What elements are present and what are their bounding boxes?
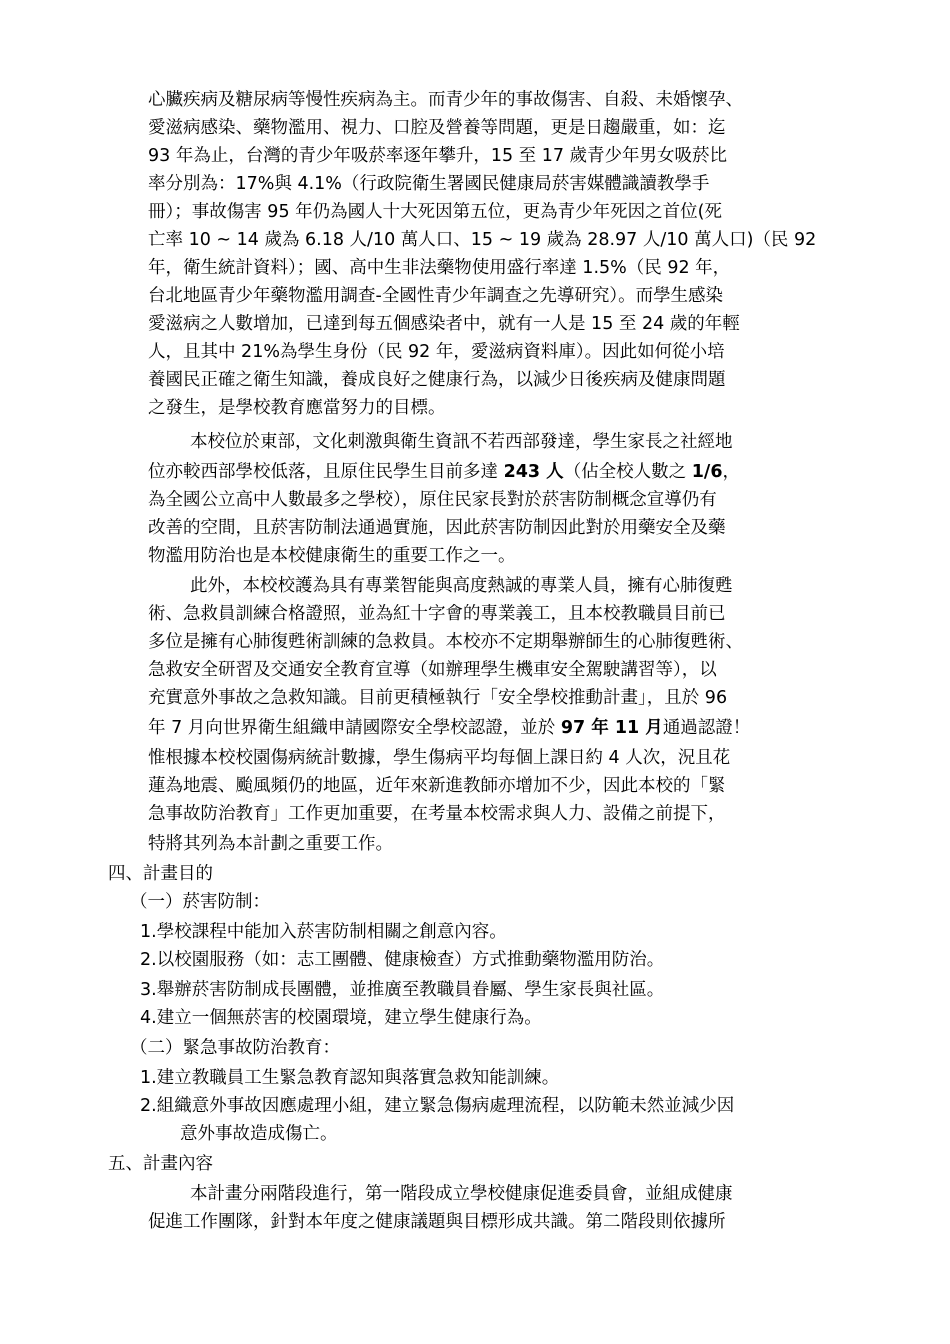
section-heading: 五、計畫內容 — [108, 1154, 213, 1174]
body-line: 心臟疾病及糖尿病等慢性疾病為主。而青少年的事故傷害、自殺、未婚懷孕、 — [148, 90, 743, 110]
body-line: 本校位於東部，文化刺激與衛生資訊不若西部發達，學生家長之社經地 — [190, 432, 733, 452]
body-line: 率分別為：17%與 4.1%（行政院衛生署國民健康局菸害媒體識讀教學手 — [148, 174, 710, 194]
body-line — [148, 458, 740, 486]
subsection-heading: （二）緊急事故防治教育： — [130, 1038, 340, 1058]
body-line: 愛滋病之人數增加，已達到每五個感染者中，就有一人是 15 至 24 歲的年輕 — [148, 314, 740, 334]
list-item: 意外事故造成傷亡。 — [180, 1124, 338, 1144]
body-text: 位亦較西部學校低落，且原住民學生目前多達 — [148, 462, 504, 482]
body-line: 惟根據本校校園傷病統計數據，學生傷病平均每個上課日約 4 人次，況且花 — [148, 748, 731, 768]
body-line: 台北地區青少年藥物濫用調查-全國性青少年調查之先導研究）。而學生感染 — [148, 286, 724, 306]
body-line: 改善的空間，且菸害防制法通過實施，因此菸害防制因此對於用藥安全及藥 — [148, 518, 726, 538]
body-line: 促進工作團隊，針對本年度之健康議題與目標形成共識。第二階段則依據所 — [148, 1212, 726, 1232]
body-text: （佔全校人數之 — [563, 462, 692, 482]
body-line: 養國民正確之衛生知識，養成良好之健康行為，以減少日後疾病及健康問題 — [148, 370, 726, 390]
body-line: 冊）；事故傷害 95 年仍為國人十大死因第五位，更為青少年死因之首位(死 — [148, 202, 722, 222]
body-line: 本計畫分兩階段進行，第一階段成立學校健康促進委員會，並組成健康 — [190, 1184, 733, 1204]
body-line: 急救安全研習及交通安全教育宣導（如辦理學生機車安全駕駛講習等），以 — [148, 660, 717, 680]
bold-fraction: 1/6 — [691, 462, 723, 482]
body-text: 通過認證！ — [662, 718, 751, 738]
list-item: 4.建立一個無菸害的校園環境，建立學生健康行為。 — [140, 1008, 542, 1028]
body-line: 物濫用防治也是本校健康衛生的重要工作之一。 — [148, 546, 516, 566]
list-item: 3.舉辦菸害防制成長團體，並推廣至教職員眷屬、學生家長與社區。 — [140, 980, 665, 1000]
list-item: 2.以校園服務（如：志工團體、健康檢查）方式推動藥物濫用防治。 — [140, 950, 665, 970]
bold-date: 97 年 11 月 — [560, 718, 663, 738]
list-item: 1.建立教職員工生緊急教育認知與落實急救知能訓練。 — [140, 1068, 560, 1088]
body-text: 年 7 月向世界衛生組織申請國際安全學校認證，並於 — [148, 718, 561, 738]
body-line: 多位是擁有心肺復甦術訓練的急救員。本校亦不定期舉辦師生的心肺復甦術、 — [148, 632, 743, 652]
subsection-heading: （一）菸害防制： — [130, 892, 270, 912]
body-text: ， — [722, 462, 740, 482]
body-line: 特將其列為本計劃之重要工作。 — [148, 834, 393, 854]
body-line: 此外，本校校護為具有專業智能與高度熱誠的專業人員，擁有心肺復甦 — [190, 576, 733, 596]
body-line: 年，衛生統計資料）；國、高中生非法藥物使用盛行率達 1.5%（民 92 年， — [148, 258, 731, 278]
bold-count: 243 人 — [503, 462, 564, 482]
section-heading: 四、計畫目的 — [108, 864, 213, 884]
list-item: 1.學校課程中能加入菸害防制相關之創意內容。 — [140, 922, 507, 942]
body-line: 人，且其中 21%為學生身份（民 92 年，愛滋病資料庫）。因此如何從小培 — [148, 342, 725, 362]
body-line — [148, 714, 750, 742]
body-line: 之發生，是學校教育應當努力的目標。 — [148, 398, 446, 418]
body-line: 術、急救員訓練合格證照，並為紅十字會的專業義工，且本校教職員目前已 — [148, 604, 726, 624]
body-line: 急事故防治教育」工作更加重要，在考量本校需求與人力、設備之前提下， — [148, 804, 726, 824]
body-line: 93 年為止，台灣的青少年吸菸率逐年攀升，15 至 17 歲青少年男女吸菸比 — [148, 146, 728, 166]
body-line: 為全國公立高中人數最多之學校），原住民家長對於菸害防制概念宣導仍有 — [148, 490, 717, 510]
list-item: 2.組織意外事故因應處理小組，建立緊急傷病處理流程，以防範未然並減少因 — [140, 1096, 735, 1116]
body-line: 亡率 10 ~ 14 歲為 6.18 人/10 萬人口、15 ~ 19 歲為 28.97 人/10 萬人口)（民 92 — [148, 230, 817, 250]
body-line: 充實意外事故之急救知識。目前更積極執行「安全學校推動計畫」，且於 96 — [148, 688, 728, 708]
body-line: 蓮為地震、颱風頻仍的地區，近年來新進教師亦增加不少，因此本校的「緊 — [148, 776, 726, 796]
body-line: 愛滋病感染、藥物濫用、視力、口腔及營養等問題，更是日趨嚴重，如：迄 — [148, 118, 726, 138]
